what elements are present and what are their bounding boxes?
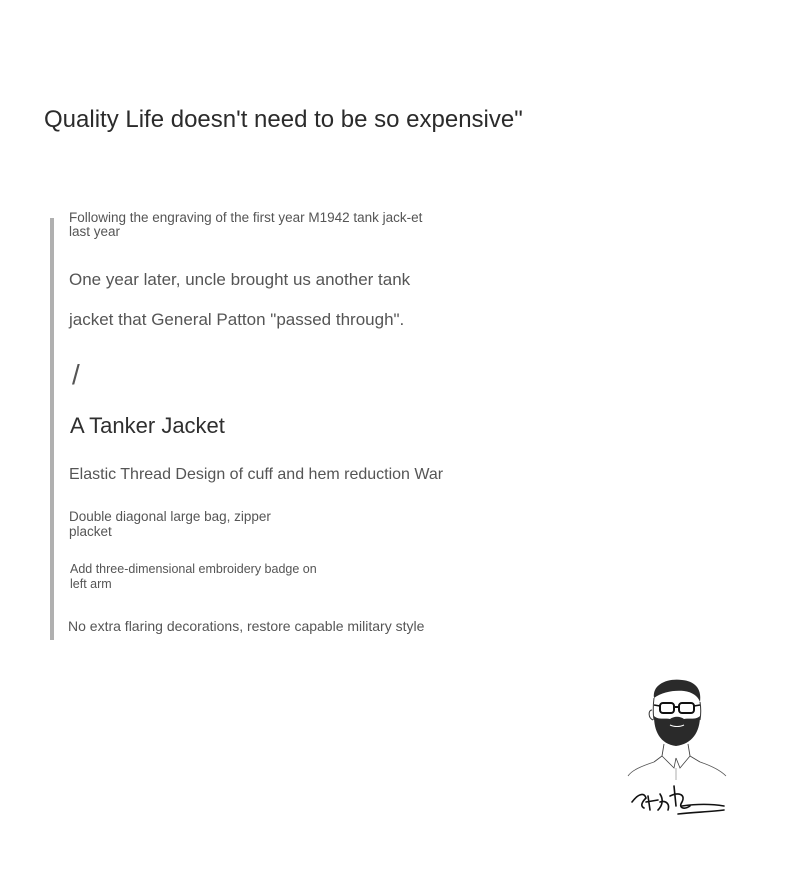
intro-text: Following the engraving of the first year M1942 tank jack-et last year: [69, 210, 423, 239]
feature-badge: Add three-dimensional embroidery badge on left arm: [70, 562, 317, 591]
quote-bar: [50, 218, 54, 640]
hair: [654, 680, 700, 702]
story-line-2: jacket that General Patton "passed through".: [69, 310, 405, 329]
glasses-left: [660, 703, 674, 713]
product-name: A Tanker Jacket: [70, 413, 225, 438]
headline: Quality Life doesn't need to be so expensive": [44, 106, 523, 133]
designer-portrait-illustration: [624, 676, 730, 816]
feature-bag: Double diagonal large bag, zipper placket: [69, 509, 271, 539]
signature: [632, 786, 724, 814]
feature-style: No extra flaring decorations, restore capable military style: [68, 618, 425, 634]
glasses-right: [679, 703, 694, 713]
separator-slash: /: [72, 359, 80, 390]
feature-cuff: Elastic Thread Design of cuff and hem reduction War: [69, 466, 444, 483]
story-line-1: One year later, uncle brought us another tank: [69, 270, 411, 289]
beard: [654, 716, 700, 746]
